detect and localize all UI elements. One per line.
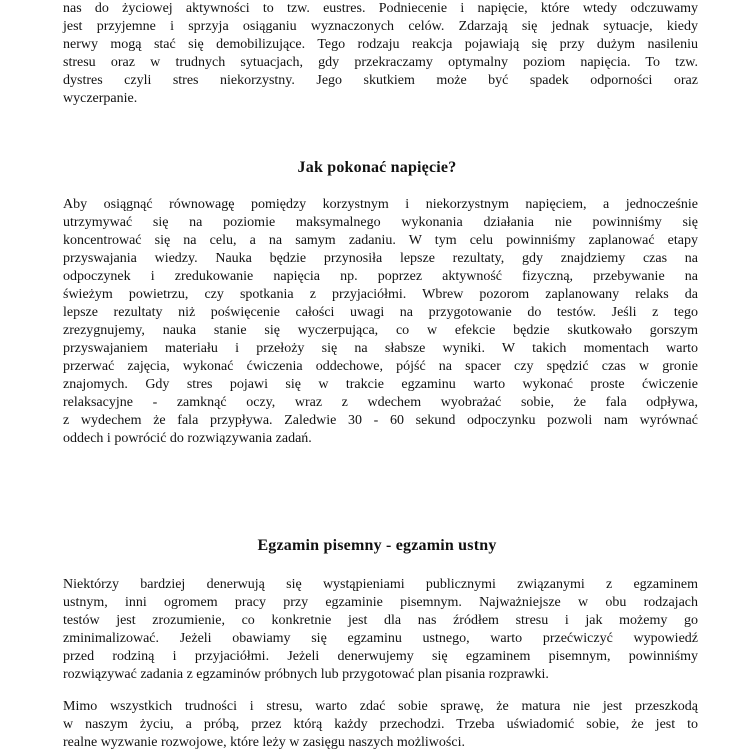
text-line: zminimalizować. Jeżeli obawiamy się egzaminu ustnego, warto przećwiczyć wypowiedź <box>63 631 698 646</box>
text-line: przyswajaniem materiału i przełoży się na słabsze wyniki. W takich momentach warto <box>63 341 698 356</box>
text-line: przerwać zajęcia, wykonać ćwiczenia oddechowe, pójść na spacer czy spędzić czas w gronie <box>63 359 698 374</box>
text-line: oddech i powrócić do rozwiązywania zadań. <box>63 431 312 446</box>
text-line: przed rodziną i przyjaciółmi. Jeżeli denerwujemy się egzaminem pisemnym, powinniśmy <box>63 649 698 664</box>
section2-paragraph-1 <box>63 576 698 684</box>
text-line: Niektórzy bardziej denerwują się wystąpieniami publicznymi związanymi z egzaminem <box>63 577 698 592</box>
text-line: znajomych. Gdy stres pojawi się w trakcie egzaminu warto wykonać proste ćwiczenie <box>63 377 698 392</box>
text-line: jest przyjemne i sprzyja osiąganiu wyznaczonych celów. Zdarzają się jednak sytuacje, kiedy <box>63 19 698 34</box>
text-line: nas do życiowej aktywności to tzw. eustres. Podniecenie i napięcie, które wtedy odczuwamy <box>63 1 698 16</box>
text-line: rozwiązywać zadania z egzaminów próbnych lub przygotować plan pisania rozprawki. <box>63 667 549 682</box>
text-line: odpoczynek i zredukowanie napięcia np. poprzez aktywność fizyczną, przebywanie na <box>63 269 698 284</box>
text-line: ustnym, inni ogromem pracy przy egzaminie pisemnym. Najważniejsze w obu rodzajach <box>63 595 698 610</box>
text-line: Mimo wszystkich trudności i stresu, warto zdać sobie sprawę, że matura nie jest przeszkodą <box>63 699 698 714</box>
text-line: lepsze rezultaty niż poświęcenie całości uwagi na przygotowanie do testów. Jeśli z tego <box>63 305 698 320</box>
text-line: relaksacyjne - zamknąć oczy, wraz z wdechem wyobrażać sobie, że fala odpływa, <box>63 395 698 410</box>
text-line: nerwy mogą stać się demobilizujące. Tego rodzaju reakcja pojawiają się przy dużym nasileniu <box>63 37 698 52</box>
text-line: w naszym życiu, a próbą, przez którą każdy przechodzi. Trzeba uświadomić sobie, że jest to <box>63 717 698 732</box>
section2-paragraph-2 <box>63 698 698 750</box>
text-line: z wydechem że fala przypływa. Zaledwie 30 - 60 sekund odpoczynku pozwoli nam wyrównać <box>63 413 698 428</box>
text-line: realne wyzwanie rozwojowe, które leży w zasięgu naszych możliwości. <box>63 735 465 750</box>
text-line: testów jest zrozumienie, co konkretnie jest dla nas źródłem stresu i jak możemy go <box>63 613 698 628</box>
text-line: wyczerpanie. <box>63 91 138 106</box>
text-line: Aby osiągnąć równowagę pomiędzy korzystnym i niekorzystnym napięciem, a jednocześnie <box>63 197 698 212</box>
text-line: koncentrować się na celu, a na samym zadaniu. W tym celu powinniśmy zaplanować etapy <box>63 233 698 248</box>
text-line: stresu oraz w trudnych sytuacjach, gdy przekraczamy optymalny poziom napięcia. To tzw. <box>63 55 698 70</box>
text-line: zrezygnujemy, nauka stanie się wyczerpująca, co w efekcie będzie skutkowało gorszym <box>63 323 698 338</box>
section-heading-egzamin-pisemny-ustny: Egzamin pisemny - egzamin ustny <box>257 537 497 554</box>
text-line: przyswajania wiedzy. Nauka będzie przynosiła lepsze rezultaty, gdy znajdziemy czas na <box>63 251 698 266</box>
section1-paragraph <box>63 196 698 448</box>
intro-paragraph <box>63 0 698 108</box>
text-line: dystres czyli stres niekorzystny. Jego skutkiem może być spadek odporności oraz <box>63 73 698 88</box>
text-line: utrzymywać się na poziomie maksymalnego wykonania działania nie powinniśmy się <box>63 215 698 230</box>
section-heading-jak-pokonac-napiecie: Jak pokonać napięcie? <box>297 159 457 176</box>
text-line: świeżym powietrzu, czy spotkania z przyjaciółmi. Wbrew pozorom zaplanowany relaks da <box>63 287 698 302</box>
